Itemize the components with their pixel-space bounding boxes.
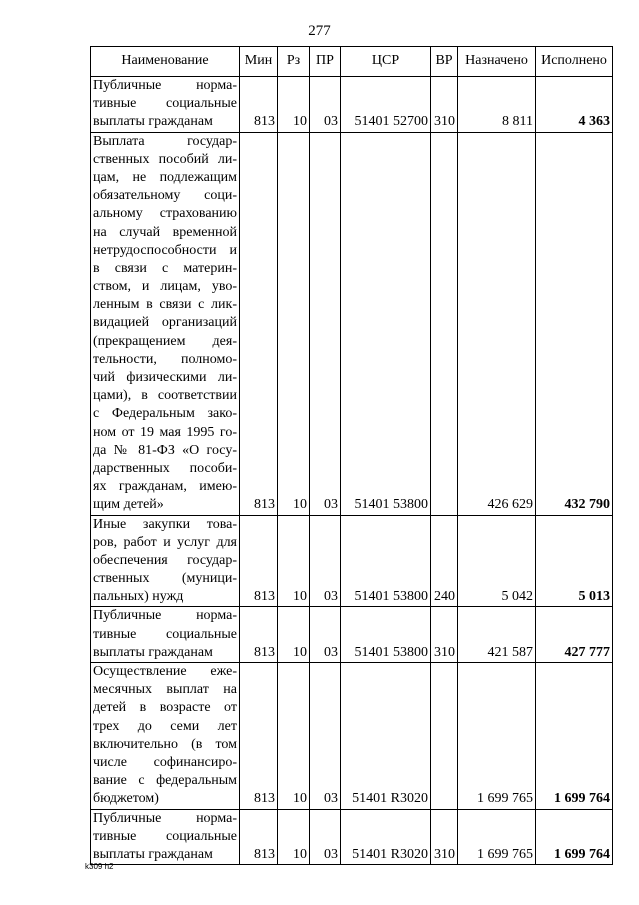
row-name-line: месячных выплат на: [93, 682, 237, 698]
row-name-line: Выплата государ-: [93, 133, 237, 149]
row-name-line: альному страхованию: [93, 206, 237, 222]
row-pr: 03: [310, 77, 341, 133]
row-name-line: (прекращением дея-: [93, 333, 237, 349]
table-row: [91, 663, 613, 810]
row-name-line: бюджетом): [93, 791, 159, 807]
row-csr: 51401 53800: [341, 132, 431, 515]
row-name-line: нетрудоспособности и: [93, 242, 237, 258]
row-name-line: ях гражданам, имею-: [93, 479, 237, 495]
row-name-line: пальных) нужд: [93, 589, 184, 605]
header-pr: ПР: [310, 47, 341, 77]
row-csr: 51401 52700: [341, 77, 431, 133]
row-name-line: цами), в соответствии: [93, 388, 237, 404]
table-row: [91, 809, 613, 865]
row-assigned: 426 629: [458, 132, 536, 515]
row-rz: 10: [278, 809, 310, 865]
header-row: [91, 47, 613, 77]
header-vr: ВР: [431, 47, 458, 77]
row-name-line: выплаты гражданам: [93, 114, 213, 130]
row-name-line: щим детей»: [93, 497, 164, 513]
row-executed: 1 699 764: [536, 809, 613, 865]
header-rz: Рз: [278, 47, 310, 77]
row-name-line: в связи с материн-: [93, 260, 237, 276]
table-row: [91, 77, 613, 133]
table-body: [91, 77, 613, 865]
header-name: Наименование: [91, 47, 240, 77]
row-name-line: тивные социальные: [93, 96, 237, 112]
row-vr: [431, 132, 458, 515]
row-executed: 1 699 764: [536, 663, 613, 810]
row-name-line: ством, и лицам, уво-: [93, 279, 237, 295]
row-csr: 51401 53800: [341, 515, 431, 607]
table-row: [91, 515, 613, 607]
table-row: [91, 607, 613, 663]
row-vr: 310: [431, 607, 458, 663]
row-assigned: 421 587: [458, 607, 536, 663]
row-min: 813: [240, 77, 278, 133]
row-csr: 51401 53800: [341, 607, 431, 663]
row-vr: 310: [431, 77, 458, 133]
footer-code: k309 h2: [85, 862, 114, 871]
row-name-line: Публичные норма-: [93, 810, 237, 826]
row-executed: 4 363: [536, 77, 613, 133]
row-name-line: ственных пособий ли-: [93, 151, 237, 167]
row-name-line: дарственных пособи-: [93, 460, 237, 476]
row-name: [91, 77, 240, 133]
row-min: 813: [240, 515, 278, 607]
row-assigned: 1 699 765: [458, 663, 536, 810]
row-rz: 10: [278, 77, 310, 133]
row-name-line: Публичные норма-: [93, 608, 237, 624]
row-pr: 03: [310, 607, 341, 663]
row-name-line: видацией организаций: [93, 315, 237, 331]
row-name-line: вание с федеральным: [93, 773, 237, 789]
row-name-line: Публичные норма-: [93, 78, 237, 93]
row-name-line: тивные социальные: [93, 626, 237, 642]
row-rz: 10: [278, 663, 310, 810]
row-name-line: ственных (муници-: [93, 571, 237, 587]
row-executed: 5 013: [536, 515, 613, 607]
row-pr: 03: [310, 515, 341, 607]
row-name-line: Осуществление еже-: [93, 664, 237, 679]
row-pr: 03: [310, 809, 341, 865]
row-csr: 51401 R3020: [341, 809, 431, 865]
row-name: [91, 663, 240, 810]
row-name-line: ров, работ и услуг для: [93, 534, 237, 550]
row-min: 813: [240, 809, 278, 865]
row-rz: 10: [278, 132, 310, 515]
row-name-line: числе софинансиро-: [93, 754, 237, 770]
row-pr: 03: [310, 132, 341, 515]
row-name-line: цам, не подлежащим: [93, 169, 237, 185]
row-vr: 240: [431, 515, 458, 607]
row-name-line: с Федеральным зако-: [93, 406, 237, 422]
row-assigned: 1 699 765: [458, 809, 536, 865]
budget-table: [90, 46, 613, 865]
header-executed: Исполнено: [536, 47, 613, 77]
row-name-line: выплаты гражданам: [93, 644, 213, 660]
row-rz: 10: [278, 607, 310, 663]
row-name-line: чий физическими ли-: [93, 370, 237, 385]
row-name-line: на случай временной: [93, 224, 237, 240]
row-name-line: трех до семи лет: [93, 718, 237, 734]
row-assigned: 5 042: [458, 515, 536, 607]
row-name: [91, 132, 240, 515]
row-min: 813: [240, 607, 278, 663]
page-number: 277: [308, 23, 331, 39]
row-name-line: выплаты гражданам: [93, 846, 213, 862]
row-name-line: детей в возрасте от: [93, 700, 237, 716]
header-assigned: Назначено: [458, 47, 536, 77]
row-min: 813: [240, 132, 278, 515]
row-name-line: обеспечения государ-: [93, 552, 237, 568]
table-row: [91, 132, 613, 515]
row-vr: [431, 663, 458, 810]
row-vr: 310: [431, 809, 458, 865]
row-assigned: 8 811: [458, 77, 536, 133]
row-pr: 03: [310, 663, 341, 810]
header-csr: ЦСР: [341, 47, 431, 77]
row-name-line: ленным в связи с лик-: [93, 297, 237, 313]
row-executed: 432 790: [536, 132, 613, 515]
row-name-line: ном от 19 мая 1995 го-: [93, 424, 237, 440]
row-name-line: обязательному соци-: [93, 188, 237, 204]
row-name-line: да № 81-ФЗ «О госу-: [93, 442, 237, 458]
header-min: Мин: [240, 47, 278, 77]
row-name-line: включительно (в том: [93, 736, 237, 752]
row-csr: 51401 R3020: [341, 663, 431, 810]
row-name-line: Иные закупки това-: [93, 516, 237, 532]
row-name-line: тельности, полномо-: [93, 351, 237, 367]
row-min: 813: [240, 663, 278, 810]
row-name: [91, 515, 240, 607]
row-name: [91, 607, 240, 663]
row-name-line: тивные социальные: [93, 828, 237, 844]
row-executed: 427 777: [536, 607, 613, 663]
row-name: [91, 809, 240, 865]
row-rz: 10: [278, 515, 310, 607]
